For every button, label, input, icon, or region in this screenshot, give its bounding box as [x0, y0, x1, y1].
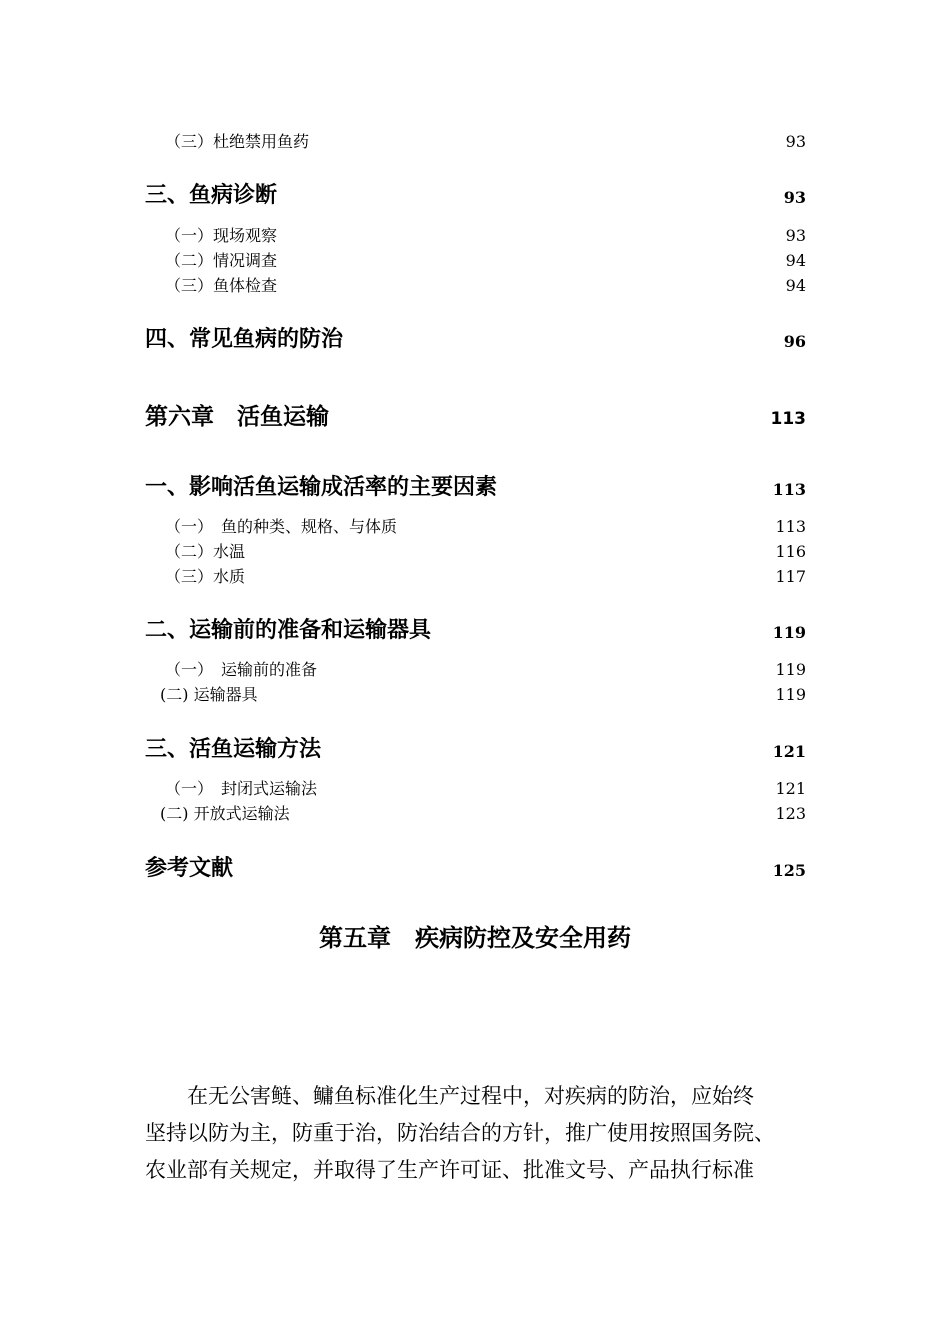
toc-entry-title: （三）鱼体检查: [165, 276, 278, 295]
toc-chapter[interactable]: [145, 402, 806, 428]
paragraph-line: 在无公害鲢、鳙鱼标准化生产过程中，对疾病的防治，应始终: [145, 1084, 754, 1108]
toc-section[interactable]: [145, 180, 806, 206]
toc-entry-page: 116: [775, 542, 806, 561]
toc-section-title: 三、活鱼运输方法: [145, 736, 322, 762]
paragraph-line: 农业部有关规定，并取得了生产许可证、批准文号、产品执行标准: [145, 1158, 754, 1182]
toc-section-page: 113: [772, 480, 806, 499]
toc-chapter-page: 113: [770, 409, 806, 429]
paragraph-line: 坚持以防为主，防重于治，防治结合的方针，推广使用按照国务院、: [145, 1121, 775, 1145]
toc-section-page: 93: [783, 188, 806, 207]
toc-entry-page: 94: [785, 276, 806, 295]
toc-section[interactable]: [145, 734, 806, 760]
toc-entry-page: 121: [775, 779, 806, 798]
toc-entry[interactable]: [145, 771, 806, 797]
toc-entry[interactable]: [145, 652, 806, 678]
toc-entry-page: 123: [775, 804, 806, 823]
toc-section-title: 四、常见鱼病的防治: [145, 326, 344, 352]
toc-entry[interactable]: [145, 509, 806, 535]
toc-entry-page: 93: [785, 132, 806, 151]
toc-section[interactable]: [145, 615, 806, 641]
toc-entry-title: （一） 封闭式运输法: [165, 779, 318, 798]
toc-entry[interactable]: [145, 559, 806, 585]
toc-section-page: 96: [783, 332, 806, 351]
toc-section-page: 121: [772, 742, 806, 761]
toc-section-title: 二、运输前的准备和运输器具: [145, 617, 432, 643]
toc-entry[interactable]: [145, 534, 806, 560]
toc-entry-title: (二) 开放式运输法: [160, 804, 290, 823]
toc-entry-page: 117: [775, 567, 806, 586]
chapter-title: 第五章 疾病防控及安全用药: [319, 923, 631, 952]
toc-entry-page: 119: [775, 685, 806, 704]
toc-entry-page: 113: [775, 517, 806, 536]
toc-section-title: 一、影响活鱼运输成活率的主要因素: [145, 474, 498, 500]
toc-entry-title: （二）水温: [165, 542, 246, 561]
toc-entry-page: 94: [785, 251, 806, 270]
toc-section[interactable]: [145, 324, 806, 350]
toc-entry-title: （一）现场观察: [165, 226, 278, 245]
toc-section-title: 参考文献: [145, 855, 234, 881]
toc-entry-title: （一） 运输前的准备: [165, 660, 318, 679]
toc-entry-title: （三）水质: [165, 567, 246, 586]
toc-entry-title: （一） 鱼的种类、规格、与体质: [165, 517, 398, 536]
toc-section[interactable]: [145, 472, 806, 498]
toc-entry[interactable]: [145, 796, 806, 822]
toc-entry[interactable]: [145, 677, 806, 703]
toc-entry-page: 93: [785, 226, 806, 245]
toc-entry[interactable]: [145, 268, 806, 294]
toc-entry-page: 119: [775, 660, 806, 679]
toc-section-page: 125: [772, 861, 806, 880]
body-paragraph: [145, 1078, 815, 1189]
toc-entry[interactable]: [145, 218, 806, 244]
toc-entry-title: （二）情况调查: [165, 251, 278, 270]
toc-entry-title: (二) 运输器具: [160, 685, 258, 704]
toc-section-page: 119: [772, 623, 806, 642]
toc-entry[interactable]: [145, 243, 806, 269]
toc-section[interactable]: [145, 853, 806, 879]
toc-section-title: 三、鱼病诊断: [145, 182, 278, 208]
toc-entry[interactable]: [145, 124, 806, 150]
toc-entry-title: （三）杜绝禁用鱼药: [165, 132, 310, 151]
toc-chapter-title: 第六章 活鱼运输: [145, 403, 329, 430]
